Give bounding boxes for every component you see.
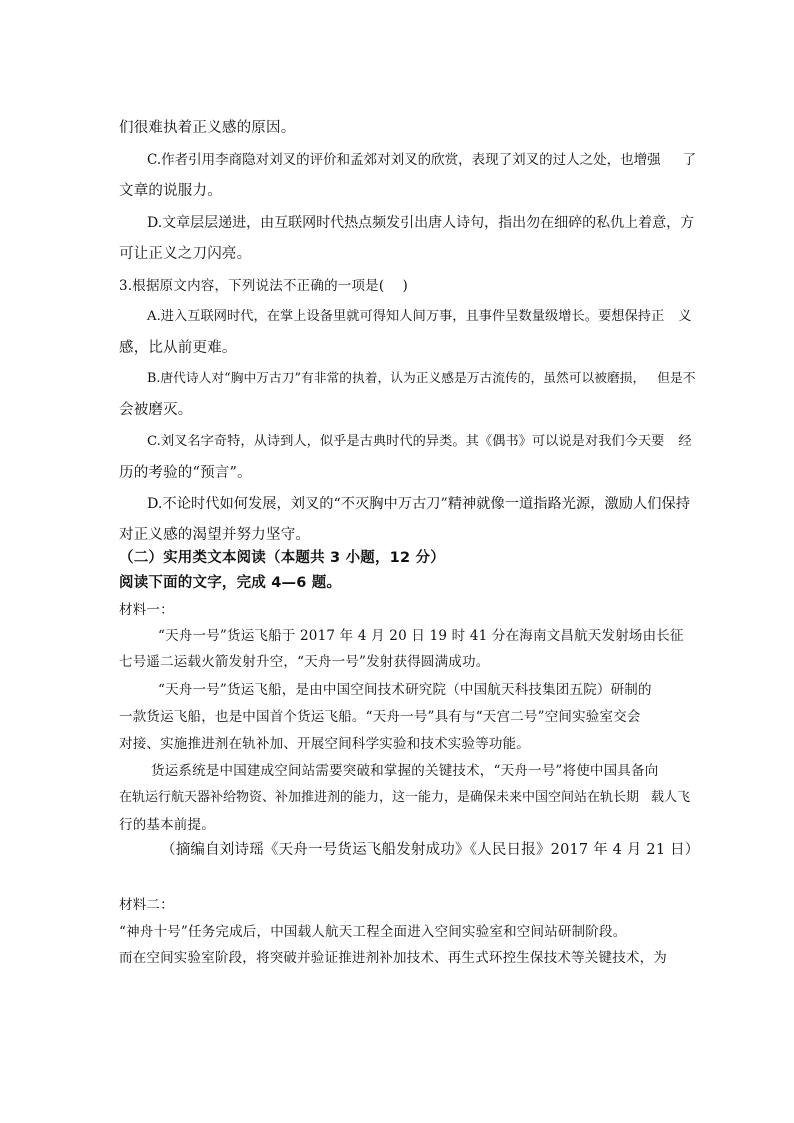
section-instruction: 阅读下面的文字，完成 4—6 题。: [119, 575, 342, 591]
material1-p3-line2: [119, 788, 690, 808]
material1-p1-line1: “天舟一号”货运飞船于 2017 年 4 月 20 日 19 时 41 分在海南文昌航天发射场由长征: [158, 628, 684, 644]
material2-p1-line1: “神舟十号”任务完成后，中国载人航天工程全面进入空间实验室和空间站研制阶段。: [119, 924, 627, 940]
q2-option-d-line2: 可让正义之刀闪亮。: [119, 246, 252, 262]
q3-option-a-line1: [147, 307, 692, 327]
q2-option-c-text-a: C.作者引用李商隐对刘叉的评价和孟郊对刘叉的欣赏: [147, 152, 459, 168]
material1-p3-text-b: 载人飞: [651, 790, 691, 805]
q3-stem: 3.根据原文内容，下列说法不正确的一项是( ): [119, 278, 409, 294]
q2-option-c-text-b: ，表现了刘叉的过人之处，也增强: [458, 152, 661, 168]
q3-option-d-line2: 对正义感的渴望并努力坚守。: [119, 527, 311, 543]
material2-p1-line2: 而在空间实验室阶段，将突破并验证推进剂补加技术、再生式环控生保技术等关键技术，为: [119, 950, 667, 966]
q2-option-c-text-c: 了: [682, 152, 697, 168]
q3-option-b-line2: 会被磨灭。: [119, 402, 193, 418]
q3-option-b-text-a: B.唐代诗人对“胸中万古刀”有非常的执着，认为正义感是万古流传的，虽然可以被磨损，: [147, 371, 646, 386]
q2-option-b-tail: 们很难执着正义感的原因。: [119, 120, 296, 136]
material1-source: （摘编自刘诗瑶《天舟一号货运飞船发射成功》《人民日报》2017 年 4 月 21 日）: [161, 842, 700, 858]
q3-option-c-text-a: C.刘叉名字奇特，从诗到人，似乎是古典时代的异类。其《偶书》可以说是对我们今天要: [147, 434, 665, 449]
q3-option-c-text-b: 经: [678, 434, 692, 449]
material1-p2-line3: 对接、实施推进剂在轨补加、开展空间科学实验和技术实验等功能。: [119, 736, 530, 752]
q2-option-c-line2: 文章的说服力。: [119, 183, 222, 199]
q3-option-b-line1: [147, 369, 695, 389]
material1-p2-line2: 一款货运飞船，也是中国首个货运飞船。“天舟一号”具有与“天宫二号”空间实验室交会: [119, 709, 641, 725]
q3-option-d-line1: D.不论时代如何发展，刘叉的“不灭胸中万古刀”精神就像一道指路光源，激励人们保持: [147, 496, 691, 512]
material1-label: 材料一：: [119, 602, 174, 618]
q3-option-b-text-b: 但是不: [657, 371, 696, 386]
q3-option-a-line2: 感，比从前更难。: [119, 340, 237, 356]
q3-option-c-line2: 历的考验的“预言”。: [119, 465, 252, 481]
q2-option-d-line1: D.文章层层递进，由互联网时代热点频发引出唐人诗句，指出勿在细碎的私仇上着意，方: [147, 215, 695, 231]
q3-option-a-text-b: 义: [678, 309, 692, 324]
material1-p2-line1: “天舟一号”货运飞船，是由中国空间技术研究院（中国航天科技集团五院）研制的: [158, 682, 652, 698]
q2-option-c-line1: [147, 150, 697, 170]
material2-label: 材料二：: [119, 897, 174, 913]
material1-p1-line2: 七号遥二运载火箭发射升空，“天舟一号”发射获得圆满成功。: [119, 654, 490, 670]
q3-option-a-text-a: A.进入互联网时代，在掌上设备里就可得知人间万事，且事件呈数量级增长。要想保持正: [147, 309, 665, 324]
material1-p3-text-a: 在轨运行航天器补给物资、补加推进剂的能力，这一能力，是确保未来中国空间站在轨长期: [119, 790, 640, 805]
q3-option-c-line1: [147, 432, 692, 452]
material1-p3-line1: 货运系统是中国建成空间站需要突破和掌握的关键技术，“天舟一号”将使中国具备向: [151, 763, 659, 779]
section-heading: （二）实用类文本阅读（本题共 3 小题，12 分）: [119, 550, 445, 566]
material1-p3-line3: 行的基本前提。: [119, 817, 215, 833]
